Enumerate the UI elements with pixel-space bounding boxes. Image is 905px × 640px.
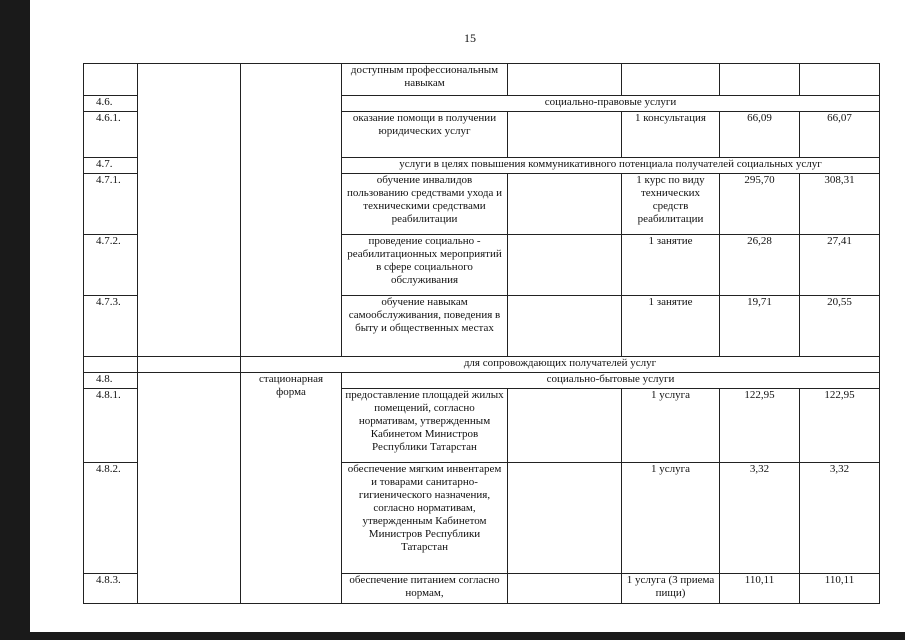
row-number: 4.7.1. bbox=[84, 174, 138, 235]
row-number: 4.7.2. bbox=[84, 235, 138, 296]
tariff-value-2: 122,95 bbox=[800, 389, 880, 463]
service-unit: 1 консультация bbox=[622, 112, 720, 158]
service-unit: 1 услуга bbox=[622, 389, 720, 463]
tariff-table bbox=[83, 63, 880, 604]
service-unit: 1 услуга (3 приема пищи) bbox=[622, 574, 720, 604]
tariff-value-1: 122,95 bbox=[720, 389, 800, 463]
row-number: 4.6.1. bbox=[84, 112, 138, 158]
table-row bbox=[84, 64, 880, 96]
empty-cell bbox=[508, 389, 622, 463]
service-unit: 1 занятие bbox=[622, 235, 720, 296]
empty-cell bbox=[508, 463, 622, 574]
service-unit: 1 занятие bbox=[622, 296, 720, 357]
row-number: 4.8.1. bbox=[84, 389, 138, 463]
service-name: обеспечение питанием согласно нормам, bbox=[342, 574, 508, 604]
scan-left-edge bbox=[0, 0, 30, 640]
tariff-value-1 bbox=[720, 64, 800, 96]
empty-cell bbox=[508, 174, 622, 235]
row-number bbox=[84, 64, 138, 96]
empty-cell bbox=[84, 357, 138, 373]
section-number: 4.7. bbox=[84, 158, 138, 174]
service-name: обучение навыкам самообслуживания, поведения в быту и общественных местах bbox=[342, 296, 508, 357]
empty-cell bbox=[508, 64, 622, 96]
table-row bbox=[84, 373, 880, 389]
empty-cell bbox=[138, 357, 241, 373]
empty-cell bbox=[508, 112, 622, 158]
service-unit bbox=[622, 64, 720, 96]
tariff-value-1: 66,09 bbox=[720, 112, 800, 158]
tariff-value-2: 308,31 bbox=[800, 174, 880, 235]
tariff-value-2: 66,07 bbox=[800, 112, 880, 158]
empty-cell bbox=[508, 235, 622, 296]
service-form: стационарная форма bbox=[241, 373, 342, 604]
empty-cell bbox=[241, 64, 342, 357]
tariff-value-1: 26,28 bbox=[720, 235, 800, 296]
tariff-value-2: 27,41 bbox=[800, 235, 880, 296]
service-name: обучение инвалидов пользованию средствами ухода и техническими средствами реабилитации bbox=[342, 174, 508, 235]
group-title: для сопровождающих получателей услуг bbox=[241, 357, 880, 373]
row-number: 4.7.3. bbox=[84, 296, 138, 357]
empty-cell bbox=[508, 574, 622, 604]
service-name: доступным профессиональным навыкам bbox=[342, 64, 508, 96]
tariff-value-1: 110,11 bbox=[720, 574, 800, 604]
tariff-value-2: 3,32 bbox=[800, 463, 880, 574]
row-number: 4.8.2. bbox=[84, 463, 138, 574]
service-name: проведение социально - реабилитационных мероприятий в сфере социального обслуживания bbox=[342, 235, 508, 296]
tariff-value-1: 295,70 bbox=[720, 174, 800, 235]
section-title: услуги в целях повышения коммуникативного потенциала получателей социальных услуг bbox=[342, 158, 880, 174]
tariff-value-2: 20,55 bbox=[800, 296, 880, 357]
service-name: оказание помощи в получении юридических услуг bbox=[342, 112, 508, 158]
tariff-value-2: 110,11 bbox=[800, 574, 880, 604]
empty-cell bbox=[508, 296, 622, 357]
service-unit: 1 курс по виду технических средств реабилитации bbox=[622, 174, 720, 235]
section-title: социально-правовые услуги bbox=[342, 96, 880, 112]
section-title: социально-бытовые услуги bbox=[342, 373, 880, 389]
empty-cell bbox=[138, 64, 241, 357]
scan-bottom-edge bbox=[0, 632, 905, 640]
tariff-value-1: 3,32 bbox=[720, 463, 800, 574]
table-row bbox=[84, 357, 880, 373]
section-number: 4.8. bbox=[84, 373, 138, 389]
empty-cell bbox=[138, 373, 241, 604]
row-number: 4.8.3. bbox=[84, 574, 138, 604]
tariff-value-2 bbox=[800, 64, 880, 96]
section-number: 4.6. bbox=[84, 96, 138, 112]
tariff-value-1: 19,71 bbox=[720, 296, 800, 357]
service-unit: 1 услуга bbox=[622, 463, 720, 574]
service-name: обеспечение мягким инвентарем и товарами санитарно-гигиенического назначения, согласно нормативам, утвержденным Кабинетом Министров Республики Татарстан bbox=[342, 463, 508, 574]
page-number: 15 bbox=[464, 31, 476, 45]
service-name: предоставление площадей жилых помещений, согласно нормативам, утвержденным Кабинетом Министров Республики Татарстан bbox=[342, 389, 508, 463]
